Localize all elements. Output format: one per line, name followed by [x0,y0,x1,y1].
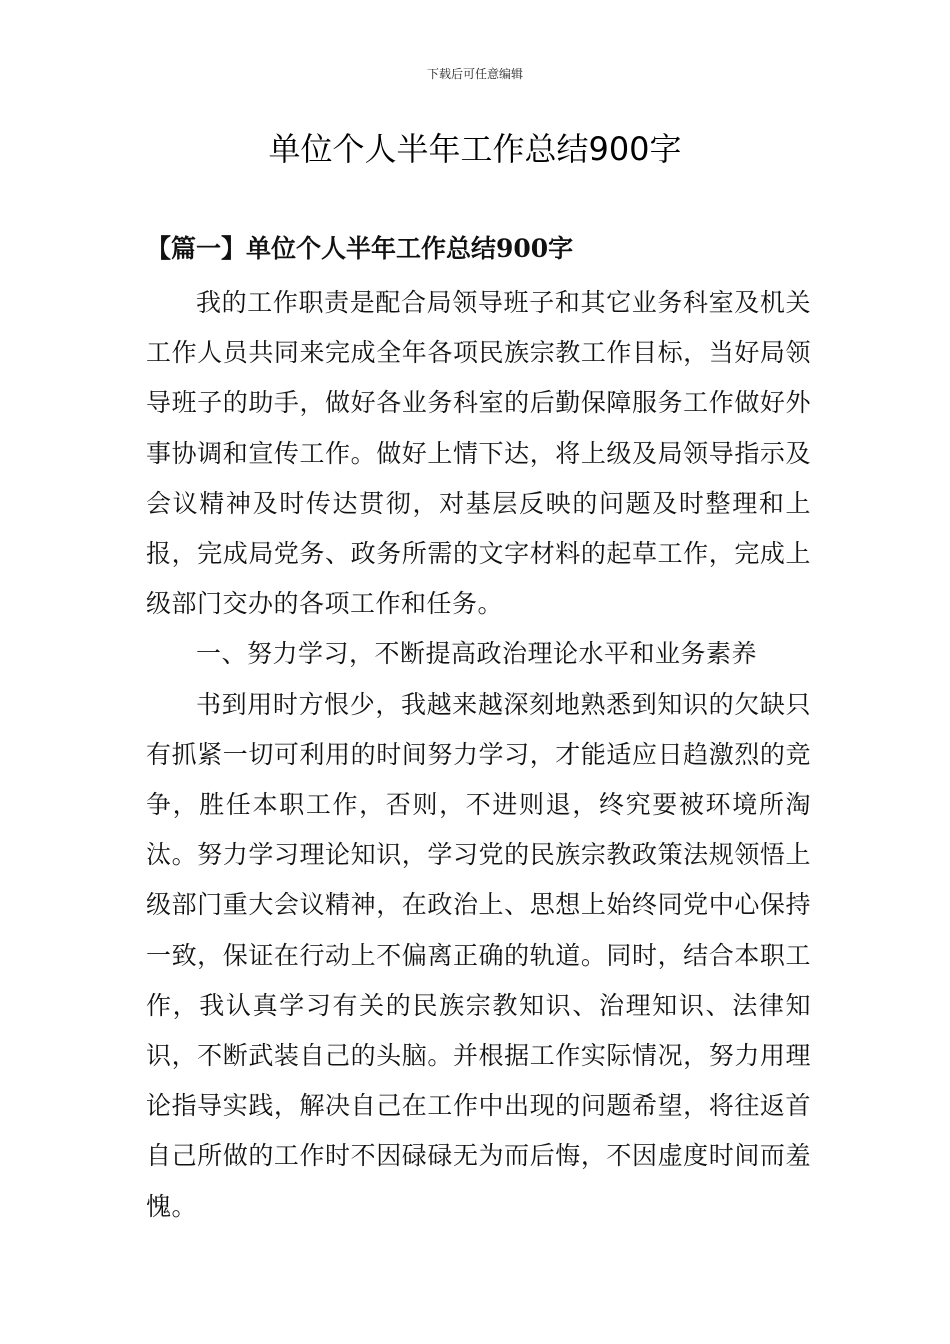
paragraph-duties: 我的工作职责是配合局领导班子和其它业务科室及机关工作人员共同来完成全年各项民族宗教工作目标，当好局领导班子的助手，做好各业务科室的后勤保障服务工作做好外事协调和宣传工作。做好上情下达，将上级及局领导指示及会议精神及时传达贯彻，对基层反映的问题及时整理和上报，完成局党务、政务所需的文字材料的起草工作，完成上级部门交办的各项工作和任务。 [146,288,811,619]
paragraph-study: 书到用时方恨少，我越来越深刻地熟悉到知识的欠缺只有抓紧一切可利用的时间努力学习，才能适应日趋激烈的竞争，胜任本职工作，否则，不进则退，终究要被环境所淘汰。努力学习理论知识，学习党的民族宗教政策法规领悟上级部门重大会议精神，在政治上、思想上始终同党中心保持一致，保证在行动上不偏离正确的轨道。同时，结合本职工作，我认真学习有关的民族宗教知识、治理知识、法律知识，不断武装自己的头脑。并根据工作实际情况，努力用理论指导实践，解决自己在工作中出现的问题希望，将往返首自己所做的工作时不因碌碌无为而后悔，不因虚度时间而羞愧。 [146,689,811,1221]
page-title: 单位个人半年工作总结900字 [268,130,682,168]
document-body [146,278,811,1232]
header-note: 下载后可任意编辑 [426,67,523,81]
paragraph-subheading-study: 一、努力学习，不断提高政治理论水平和业务素养 [196,639,758,669]
section-heading: 【篇一】单位个人半年工作总结900字 [146,234,574,263]
